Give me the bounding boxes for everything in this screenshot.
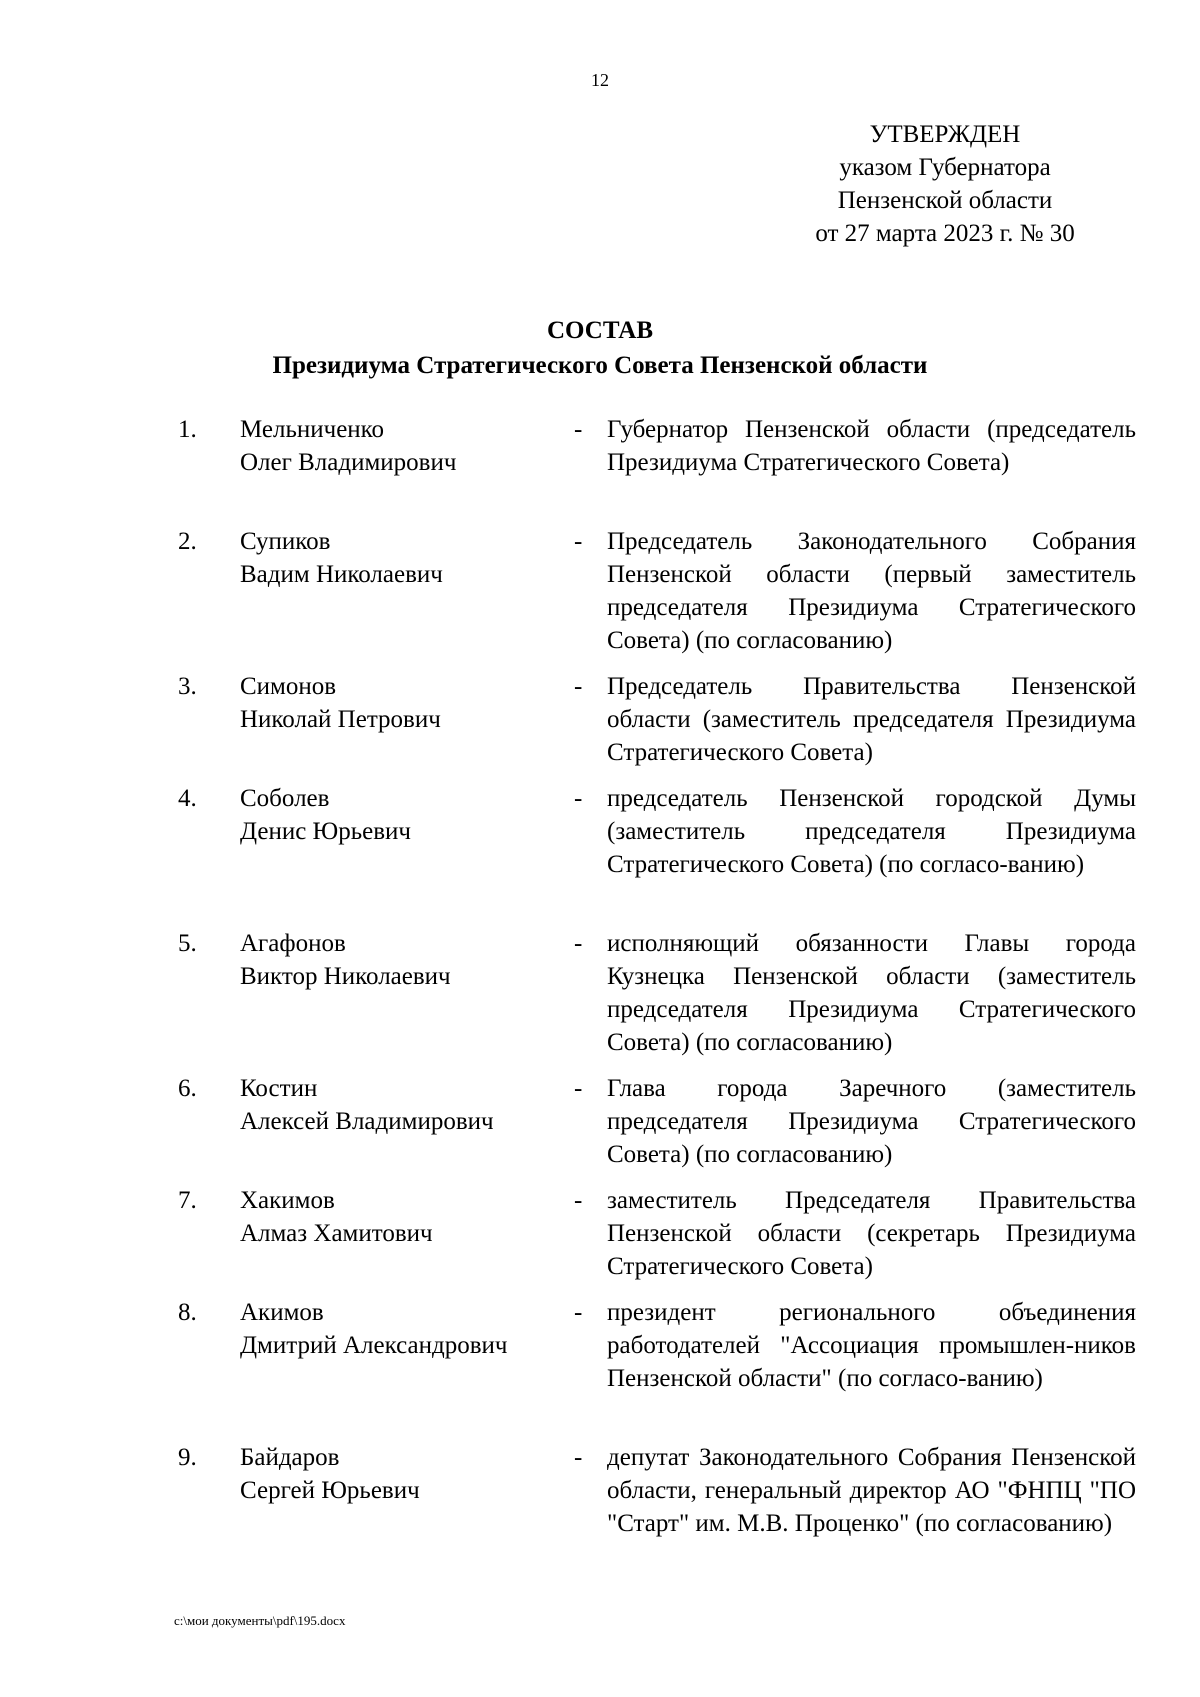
approval-line-region: Пензенской области <box>837 187 1053 214</box>
member-given-names: Николай Петрович <box>240 706 441 733</box>
member-surname: Костин <box>240 1075 318 1102</box>
member-surname: Агафонов <box>240 930 346 957</box>
member-role: Глава города Заречного (заместитель председателя Президиума Стратегического Совета) (по согласованию) <box>607 1075 1136 1168</box>
member-number: 3. <box>178 673 197 700</box>
member-surname: Соболев <box>240 785 330 812</box>
member-role: председатель Пензенской городской Думы (заместитель председателя Президиума Стратегического Совета) (по согласо-ванию) <box>607 785 1136 878</box>
document-heading <box>0 313 1200 383</box>
document-title: СОСТАВ <box>546 317 654 344</box>
member-surname: Акимов <box>240 1299 324 1326</box>
member-given-names: Денис Юрьевич <box>240 818 412 845</box>
member-given-names: Сергей Юрьевич <box>240 1477 420 1504</box>
member-number: 1. <box>178 416 197 443</box>
approval-stamp <box>780 118 1110 250</box>
member-row <box>0 670 1200 782</box>
member-dash: - <box>574 785 583 812</box>
member-surname: Супиков <box>240 528 331 555</box>
footer-file-path: c:\мои документы\pdf\195.docx <box>174 1613 346 1628</box>
member-role: Губернатор Пензенской области (председатель Президиума Стратегического Совета) <box>607 416 1136 476</box>
member-dash: - <box>574 930 583 957</box>
member-row <box>0 1184 1200 1296</box>
member-number: 4. <box>178 785 197 812</box>
member-role: депутат Законодательного Собрания Пензенской области, генеральный директор АО "ФНПЦ "ПО "Старт" им. М.В. Проценко" (по согласованию) <box>607 1444 1136 1537</box>
member-surname: Байдаров <box>240 1444 340 1471</box>
members-list <box>0 413 1200 1586</box>
member-given-names: Алмаз Хамитович <box>240 1220 433 1247</box>
member-name <box>240 413 560 479</box>
member-name <box>240 1184 560 1250</box>
page-number: 12 <box>591 70 609 90</box>
member-number: 8. <box>178 1299 197 1326</box>
member-dash: - <box>574 1075 583 1102</box>
member-dash: - <box>574 1444 583 1471</box>
approval-line-approved: УТВЕРЖДЕН <box>869 121 1021 148</box>
member-dash: - <box>574 673 583 700</box>
member-role: Председатель Правительства Пензенской области (заместитель председателя Президиума Стратегического Совета) <box>607 673 1136 766</box>
member-given-names: Алексей Владимирович <box>240 1108 494 1135</box>
member-number: 6. <box>178 1075 197 1102</box>
document-subtitle: Президиума Стратегического Совета Пензенской области <box>272 352 928 379</box>
member-given-names: Дмитрий Александрович <box>240 1332 508 1359</box>
member-name <box>240 1072 560 1138</box>
member-surname: Хакимов <box>240 1187 335 1214</box>
member-number: 2. <box>178 528 197 555</box>
member-role: заместитель Председателя Правительства Пензенской области (секретарь Президиума Стратегического Совета) <box>607 1187 1136 1280</box>
member-row <box>0 927 1200 1072</box>
member-number: 7. <box>178 1187 197 1214</box>
member-role: президент регионального объединения работодателей "Ассоциация промышлен-ников Пензенской области" (по согласо-ванию) <box>607 1299 1136 1392</box>
member-dash: - <box>574 1299 583 1326</box>
approval-line-decree: указом Губернатора <box>839 154 1051 181</box>
member-row <box>0 1072 1200 1184</box>
member-row <box>0 782 1200 927</box>
member-row <box>0 1296 1200 1441</box>
member-given-names: Виктор Николаевич <box>240 963 451 990</box>
member-surname: Симонов <box>240 673 337 700</box>
member-row <box>0 413 1200 525</box>
member-name <box>240 927 560 993</box>
member-name <box>240 525 560 591</box>
member-dash: - <box>574 416 583 443</box>
approval-line-date: от 27 марта 2023 г. № 30 <box>815 220 1075 247</box>
member-role: исполняющий обязанности Главы города Кузнецка Пензенской области (заместитель председателя Президиума Стратегического Совета) (по согласованию) <box>607 930 1136 1056</box>
member-number: 5. <box>178 930 197 957</box>
member-name <box>240 1296 560 1362</box>
member-dash: - <box>574 528 583 555</box>
member-row <box>0 1441 1200 1586</box>
member-name <box>240 670 560 736</box>
member-name <box>240 1441 560 1507</box>
member-dash: - <box>574 1187 583 1214</box>
member-number: 9. <box>178 1444 197 1471</box>
member-surname: Мельниченко <box>240 416 385 443</box>
member-name <box>240 782 560 848</box>
member-given-names: Олег Владимирович <box>240 449 457 476</box>
member-given-names: Вадим Николаевич <box>240 561 443 588</box>
member-row <box>0 525 1200 670</box>
member-role: Председатель Законодательного Собрания Пензенской области (первый заместитель председателя Президиума Стратегического Совета) (по согласованию) <box>607 528 1136 654</box>
